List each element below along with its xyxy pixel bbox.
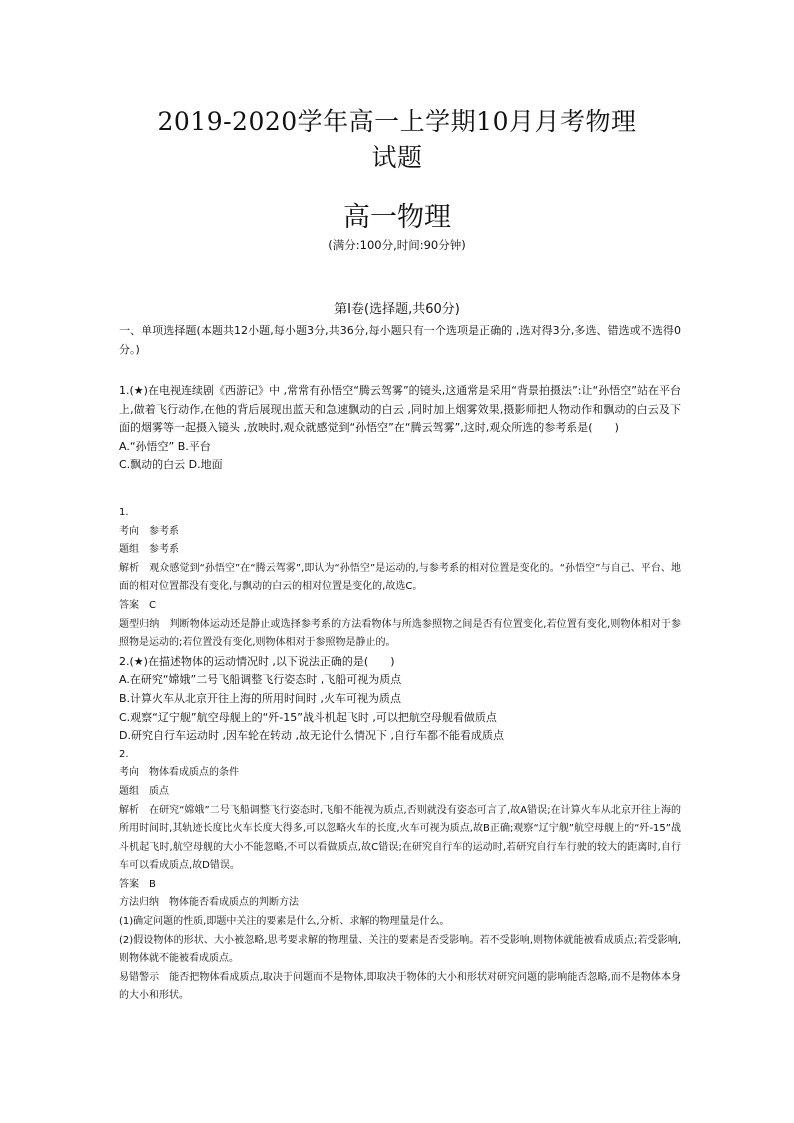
q2-kaoxiang: 考向 物体看成质点的条件 <box>119 767 239 779</box>
q2-fangfa-1: (1)确定问题的性质,即题中关注的要素是什么,分析、求解的物理量是什么。 <box>119 916 450 928</box>
q1-options-cd: C.飘动的白云 D.地面 <box>119 458 223 472</box>
document-title-line-1: 2019-2020学年高一上学期10月月考物理 <box>157 107 637 136</box>
q2-stem: 2.(★)在描述物体的运动情况时 ,以下说法正确的是( ) <box>119 654 395 668</box>
section-title: 第Ⅰ卷(选择题,共60分) <box>334 302 460 317</box>
q1-daan: 答案 C <box>119 599 156 611</box>
q1-tizu: 题组 参考系 <box>119 544 179 556</box>
q1-stem: 1.(★)在电视连续剧《西游记》中 ,常常有孙悟空“腾云驾雾”的镜头,这通常是采用“背景拍摄法”:让“孙悟空”站在平台上,做着飞行动作,在他的背后展现出蓝天和急速飘动的白云 ,同时加上烟雾效果,摄影师把人物动作和飘动的白云及下面的烟雾等一起摄入镜头 ,放映时,观众就感觉到“孙悟空”在“腾云驾雾”,这时,观众所选的参考系是( ) <box>119 384 681 435</box>
q2-option-d: D.研究自行车运动时 ,因车轮在转动 ,故无论什么情况下 ,自行车都不能看成质点 <box>119 729 504 743</box>
exam-info: (满分:100分,时间:90分钟) <box>328 238 466 252</box>
q1-tixing: 题型归纳 判断物体运动还是静止或选择参考系的方法看物体与所选参照物之间是否有位置变化,若位置有变化,则物体相对于参照物是运动的;若位置没有变化,则物体相对于参照物是静止的。 <box>119 618 681 649</box>
subject-heading: 高一物理 <box>343 202 451 233</box>
q1-options-ab: A.“孙悟空” B.平台 <box>119 439 211 453</box>
q2-option-a: A.在研究“嫦娥”二号飞船调整飞行姿态时 ,飞船可视为质点 <box>119 673 402 687</box>
q1-jiexi: 解析 观众感觉到“孙悟空”在“腾云驾雾”,即认为“孙悟空”是运动的,与参考系的相对位置是变化的。“孙悟空”与自己、平台、地面的相对位置都没有变化,与飘动的白云的相对位置是变化的,故选C。 <box>119 562 681 593</box>
q2-jiexi: 解析 在研究“嫦娥”二号飞船调整飞行姿态时,飞船不能视为质点,否则就没有姿态可言了,故A错误;在计算火车从北京开往上海的所用时间时,其轨迹长度比火车长度大得多,可以忽略火车的长度,火车可视为质点,故B正确;观察“辽宁舰”航空母舰上的“歼-15”战斗机起飞时,航空母舰的大小不能忽略,不可以看做质点,故C错误;在研究自行车的运动时,若研究自行车行驶的较大的距离时,自行车可以看成质点,故D错误。 <box>119 804 681 872</box>
answers-block <box>119 504 681 1006</box>
question-1 <box>119 382 681 475</box>
q2-option-b: B.计算火车从北京开往上海的所用时间时 ,火车可视为质点 <box>119 691 402 705</box>
q1-answer-number: 1. <box>119 507 129 518</box>
q2-option-c: C.观察“辽宁舰”航空母舰上的“歼-15”战斗机起飞时 ,可以把航空母舰看做质点 <box>119 710 497 724</box>
q2-yicuo: 易错警示 能否把物体看成质点,取决于问题而不是物体,即取决于物体的大小和形状对研究问题的影响能否忽略,而不是物体本身的大小和形状。 <box>119 971 681 1002</box>
section-instruction <box>119 322 681 359</box>
q2-answer-number: 2. <box>119 748 129 760</box>
q2-daan: 答案 B <box>119 878 156 890</box>
q2-fangfa-title: 方法归纳 物体能否看成质点的判断方法 <box>119 897 299 909</box>
document-title-line-2: 试题 <box>371 143 423 172</box>
q2-fangfa-2: (2)假设物体的形状、大小被忽略,思考要求解的物理量、关注的要素是否受影响。若不受影响,则物体就能被看成质点;若受影响,则物体就不能被看成质点。 <box>119 934 681 965</box>
instruction-text: 一、单项选择题(本题共12小题,每小题3分,共36分,每小题只有一个选项是正确的 ,选对得3分,多选、错选或不选得0分。) <box>119 324 681 356</box>
q1-kaoxiang: 考向 参考系 <box>119 525 179 537</box>
q2-tizu: 题组 质点 <box>119 785 169 797</box>
